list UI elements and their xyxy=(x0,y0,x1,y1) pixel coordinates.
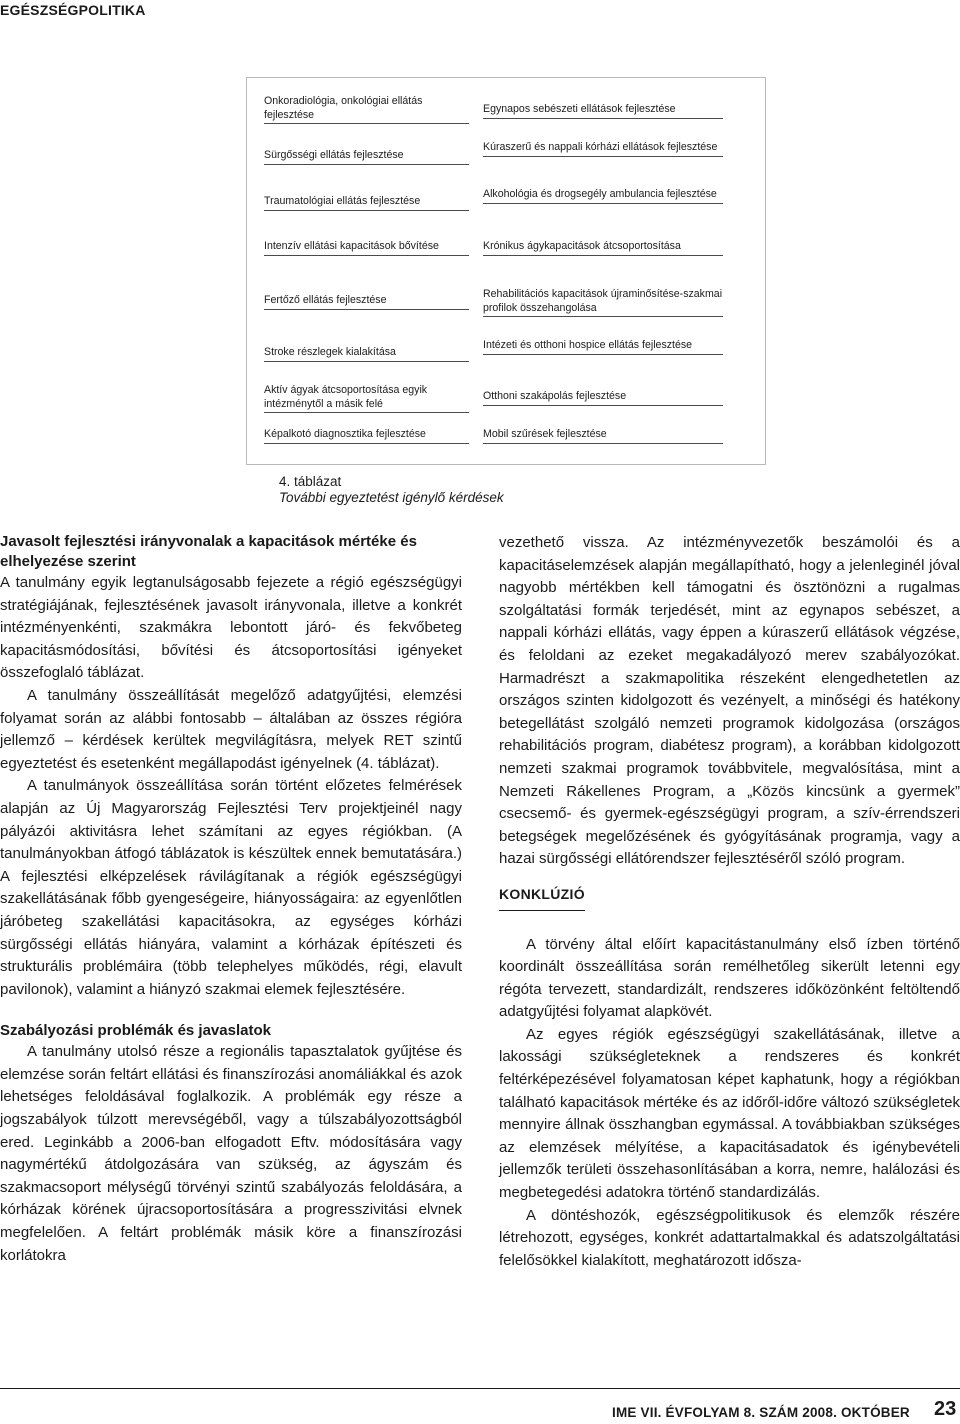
figure-caption xyxy=(279,474,504,506)
footer-rule xyxy=(0,1388,960,1389)
paragraph: A tanulmányok összeállítása során történt előzetes felmérések alapján az Új Magyarország Fejlesztési Terv projektjeinél nagy pályázói aktivitásra lehet számítani az egyes régiókban. (A tanulmányokban átfogó táblázatok is készültek ennek bemutatására.) A fejlesztési elképzelések rávilágítanak a régiók egészségügyi szakellátásának főbb gyengeségeire, hiányosságaira: az egyenlőtlen járóbeteg szakellátási kapacitásokra, az egységes kórházi sürgősségi ellátás hiányára, valamint a kórházak építészeti és strukturális problémáira (több telephelyes működés, régi, elavult pavilonok), valamint a hiányzó szakmai elemek fejlesztésére. xyxy=(0,777,462,998)
figure-item: Intézeti és otthoni hospice ellátás fejlesztése xyxy=(483,339,723,355)
figure-item: Fertőző ellátás fejlesztése xyxy=(264,294,469,310)
figure-item: Egynapos sebészeti ellátások fejlesztése xyxy=(483,103,723,119)
figure-item: Kúraszerű és nappali kórházi ellátások fejlesztése xyxy=(483,141,723,157)
figure-item: Sürgősségi ellátás fejlesztése xyxy=(264,149,469,165)
section-header: EGÉSZSÉGPOLITIKA xyxy=(0,2,146,18)
paragraph: A tanulmány utolsó része a regionális tapasztalatok gyűjtése és elemzése során feltárt ellátási és finanszírozási anomáliákkal és azok lehetséges feloldásával foglalkozik. A problémák egy része a jogszabályok túlzott merevségéből, vagy a túlszabályozottságból ered. Leginkább a 2006-ban elfogadott Eftv. módosítására vagy nagymértékű átdolgozására van szükség, az ágyszám és szakmacsoport mélységű törvényi szintű szabályozás feloldására, a kórházak körének újracsoportosítására a progresszivitási elvnek megfelelően. A feltárt problémák másik köre a finanszírozási korlátokra xyxy=(0,1043,462,1264)
paragraph: A tanulmány egyik legtanulságosabb fejezete a régió egészségügyi stratégiájának, fejlesztésének javasolt irányvonala, illetve a konkrét intézményenkénti, szakmákra lebontott járó- és fekvőbeteg kapacitásmódosítási, bővítési és átcsoportosítási igényeket összefoglaló táblázat. xyxy=(0,574,462,682)
figure-item: Traumatológiai ellátás fejlesztése xyxy=(264,195,469,211)
heading-regulation: Szabályozási problémák és javaslatok xyxy=(0,1022,271,1040)
figure-item: Krónikus ágykapacitások átcsoportosítása xyxy=(483,240,723,256)
figure-item: Mobil szűrések fejlesztése xyxy=(483,428,723,444)
heading-development: Javasolt fejlesztési irányvonalak a kapacitások mértéke és elhelyezése szerint xyxy=(0,533,417,570)
figure-item: Stroke részlegek kialakítása xyxy=(264,346,469,362)
heading-conclusion: KONKLÚZIÓ xyxy=(499,883,585,911)
figure-item: Aktív ágyak átcsoportosítása egyik intézménytől a másik felé xyxy=(264,384,469,413)
paragraph: Az egyes régiók egészségügyi szakellátásának, illetve a lakossági szükségleteknek a rendszeres és konkrét feltérképezésével folyamatosan képet kaphatunk, hogy a régiókban található kapacitások mértéke és az időről-időre változó szükségletek mennyire állnak összhangban egymással. A továbbiakban szükséges az elemzések mélyítése, a kapacitásadatok és igénybevételi jellemzők területi összehasonlításában a korra, nemre, halálozási és megbetegedési adatokra történő standardizálás. xyxy=(499,1025,960,1202)
right-column xyxy=(499,532,960,1272)
figure-item: Otthoni szakápolás fejlesztése xyxy=(483,390,723,406)
caption-title: További egyeztetést igénylő kérdések xyxy=(279,490,504,505)
figure-item: Intenzív ellátási kapacitások bővítése xyxy=(264,240,469,256)
left-column xyxy=(0,532,462,1267)
figure-item: Képalkotó diagnosztika fejlesztése xyxy=(264,428,469,444)
paragraph: A tanulmány összeállítását megelőző adatgyűjtési, elemzési folyamat során az alábbi fontosabb – általában az összes régióra jellemző – kérdések kerültek megvilágításra, melyek RET szintű egyeztetést és esetenként megállapodást igényelnek (4. táblázat). xyxy=(0,686,462,772)
table-figure xyxy=(246,77,766,465)
paragraph: A döntéshozók, egészségpolitikusok és elemzők részére létrehozott, egységes, konkrét adattartalmakkal és adatszolgáltatási felelősökkel kialakított, meghatározott idősza- xyxy=(499,1206,960,1269)
figure-item: Alkohológia és drogsegély ambulancia fejlesztése xyxy=(483,188,723,204)
footer-journal: IME VII. ÉVFOLYAM 8. SZÁM 2008. OKTÓBER xyxy=(612,1405,910,1420)
page-number: 23 xyxy=(934,1398,957,1420)
figure-item: Onkoradiológia, onkológiai ellátás fejlesztése xyxy=(264,95,469,124)
figure-item: Rehabilitációs kapacitások újraminősítése-szakmai profilok összehangolása xyxy=(483,288,723,317)
paragraph: vezethető vissza. Az intézményvezetők beszámolói és a kapacitáselemzések alapján megállapítható, hogy a jelenleginél jóval nagyobb mértékben kell támogatni és ösztönözni a rugalmas szolgáltatási formák terjedését, mint az egynapos sebészet, a nappali kórházi ellátás, vagy éppen a kúraszerű ellátások végzése, és feloldani az ezeket megakadályozó merev szabályozókat. Harmadrészt a szakmapolitika részeként elengedhetetlen az országos szinten kidolgozott és vezényelt, a minőségi és hatékony betegellátást szolgáló nemzeti programok kidolgozása (országos rehabilitációs program, diabétesz program), a korábban kidolgozott nemzeti szakmai programok továbbvitele, megvalósítása, mint a Nemzeti Rákellenes Program, a „Közös kincsünk a gyermek” csecsemő- és gyermek-egészségügyi program, a szív-érrendszeri betegségek megelőzésének és gyógyításának programja, vagy a hazai sürgősségi ellátórendszer fejlesztéséről szóló program. xyxy=(499,534,960,868)
paragraph: A törvény által előírt kapacitástanulmány első ízben történő koordinált összeállítása során remélhetőleg sikerült letenni egy régóta tervezett, standardizált, rendszeres időközönként feltöltendő adatgyűjtési folyamat alapkövét. xyxy=(499,935,960,1021)
caption-label: 4. táblázat xyxy=(279,474,342,489)
